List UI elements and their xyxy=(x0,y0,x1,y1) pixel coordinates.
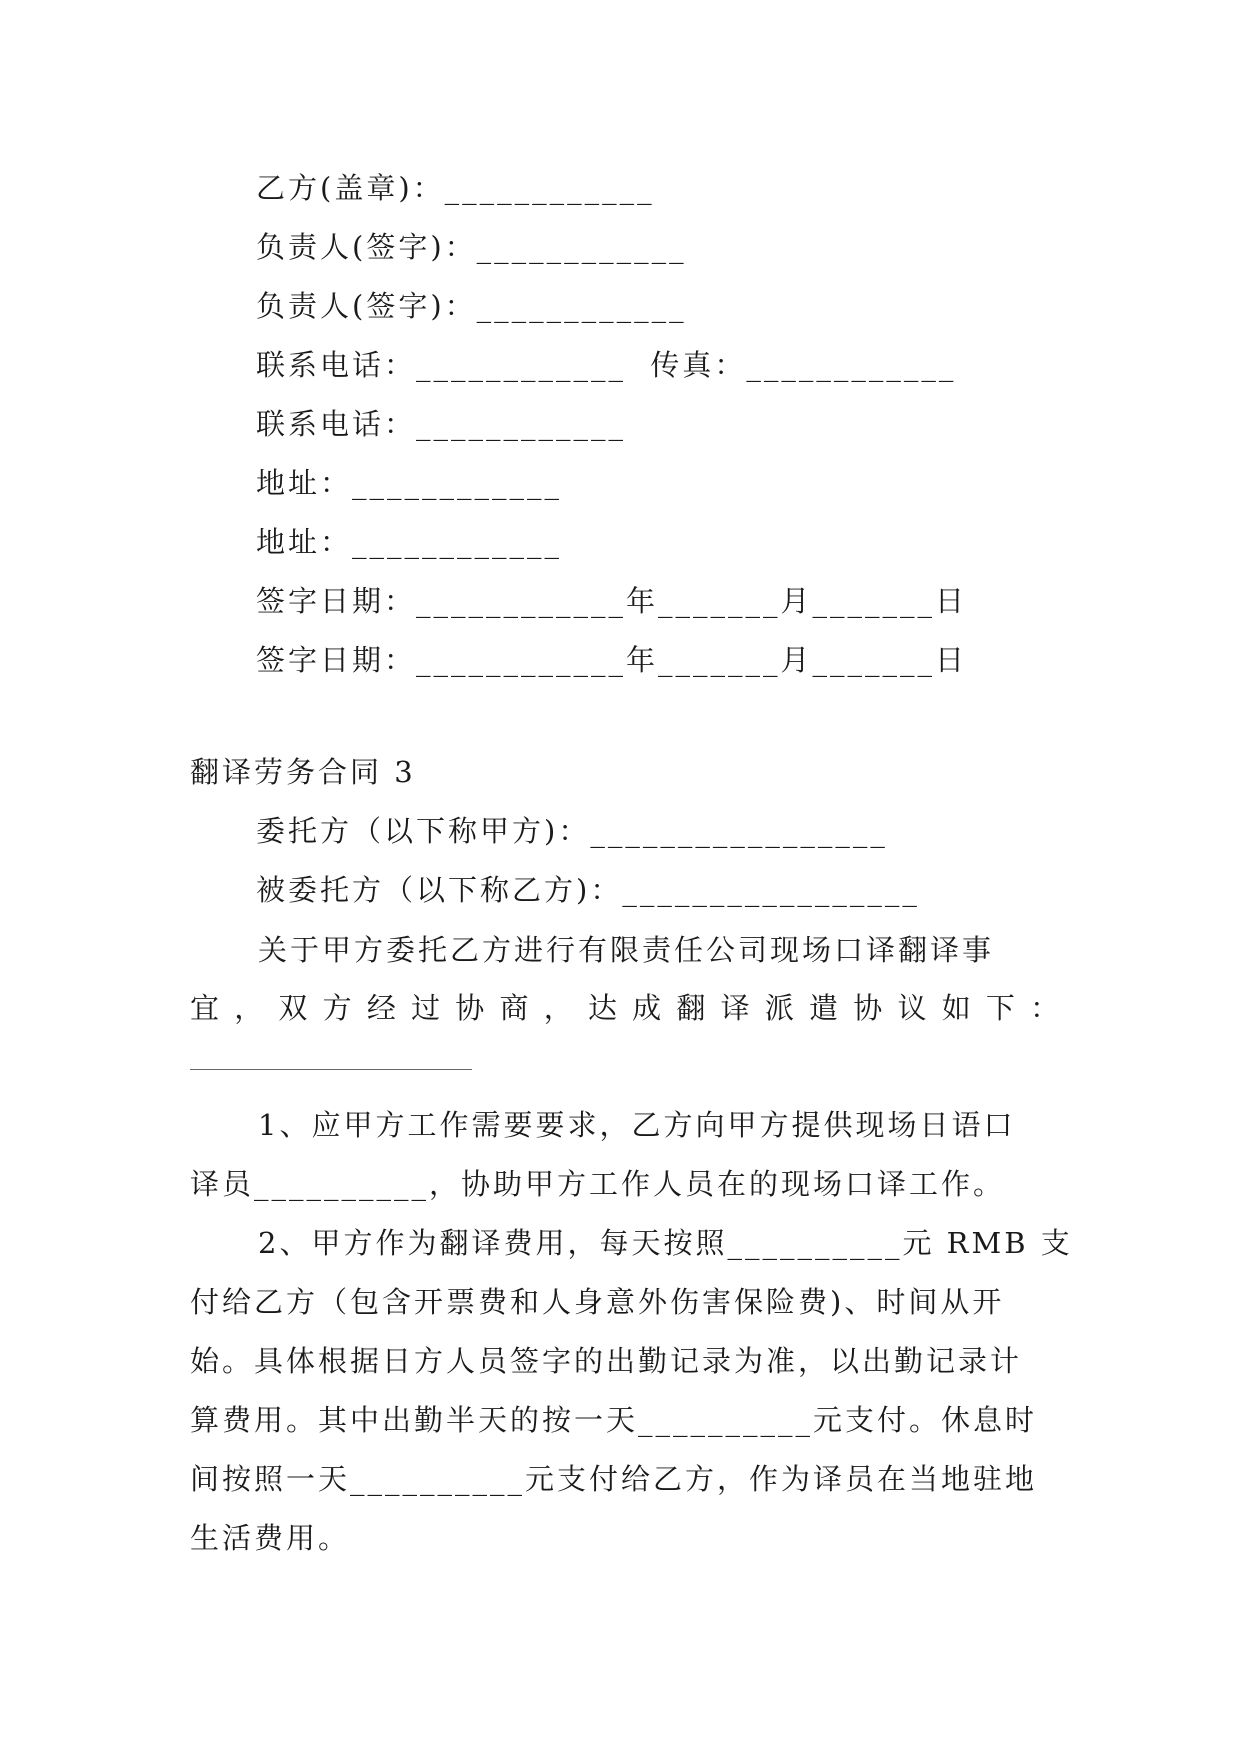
intro-paragraph: 关于甲方委托乙方进行有限责任公司现场口译翻译事 xyxy=(258,933,995,967)
blank-rule xyxy=(190,1069,472,1070)
clause-2: 始。具体根据日方人员签字的出勤记录为准，以出勤记录计 xyxy=(190,1344,1023,1378)
sign-date-line: 签字日期：____________年_______月_______日 xyxy=(256,643,968,677)
agent-line: 被委托方（以下称乙方)：_________________ xyxy=(256,873,920,907)
clause-2: 生活费用。 xyxy=(190,1521,351,1555)
address-line: 地址：____________ xyxy=(256,466,563,500)
address-line: 地址：____________ xyxy=(256,525,563,559)
clause-1: 1、应甲方工作需要要求，乙方向甲方提供现场日语口 xyxy=(258,1108,1016,1142)
clause-2: 2、甲方作为翻译费用，每天按照__________元 RMB 支 xyxy=(258,1226,1073,1260)
phone-fax-line: 联系电话：____________ 传真：____________ xyxy=(256,348,957,382)
clause-1: 译员__________，协助甲方工作人员在的现场口译工作。 xyxy=(190,1167,1006,1201)
responsible-signature-line: 负责人(签字)：____________ xyxy=(256,230,687,264)
phone-line: 联系电话：____________ xyxy=(256,407,627,441)
responsible-signature-line: 负责人(签字)：____________ xyxy=(256,289,687,323)
party-b-seal-line: 乙方(盖章)：____________ xyxy=(256,171,655,205)
client-line: 委托方（以下称甲方)：_________________ xyxy=(256,814,888,848)
clause-2: 付给乙方（包含开票费和人身意外伤害保险费)、时间从开 xyxy=(190,1285,1005,1319)
contract-title: 翻译劳务合同 3 xyxy=(190,755,416,789)
clause-2: 算费用。其中出勤半天的按一天__________元支付。休息时 xyxy=(190,1403,1038,1437)
intro-paragraph: 宜 ， 双 方 经 过 协 商 ， 达 成 翻 译 派 遣 协 议 如 下 ： xyxy=(190,991,1063,1025)
sign-date-line: 签字日期：____________年_______月_______日 xyxy=(256,584,968,618)
clause-2: 间按照一天__________元支付给乙方，作为译员在当地驻地 xyxy=(190,1462,1038,1496)
